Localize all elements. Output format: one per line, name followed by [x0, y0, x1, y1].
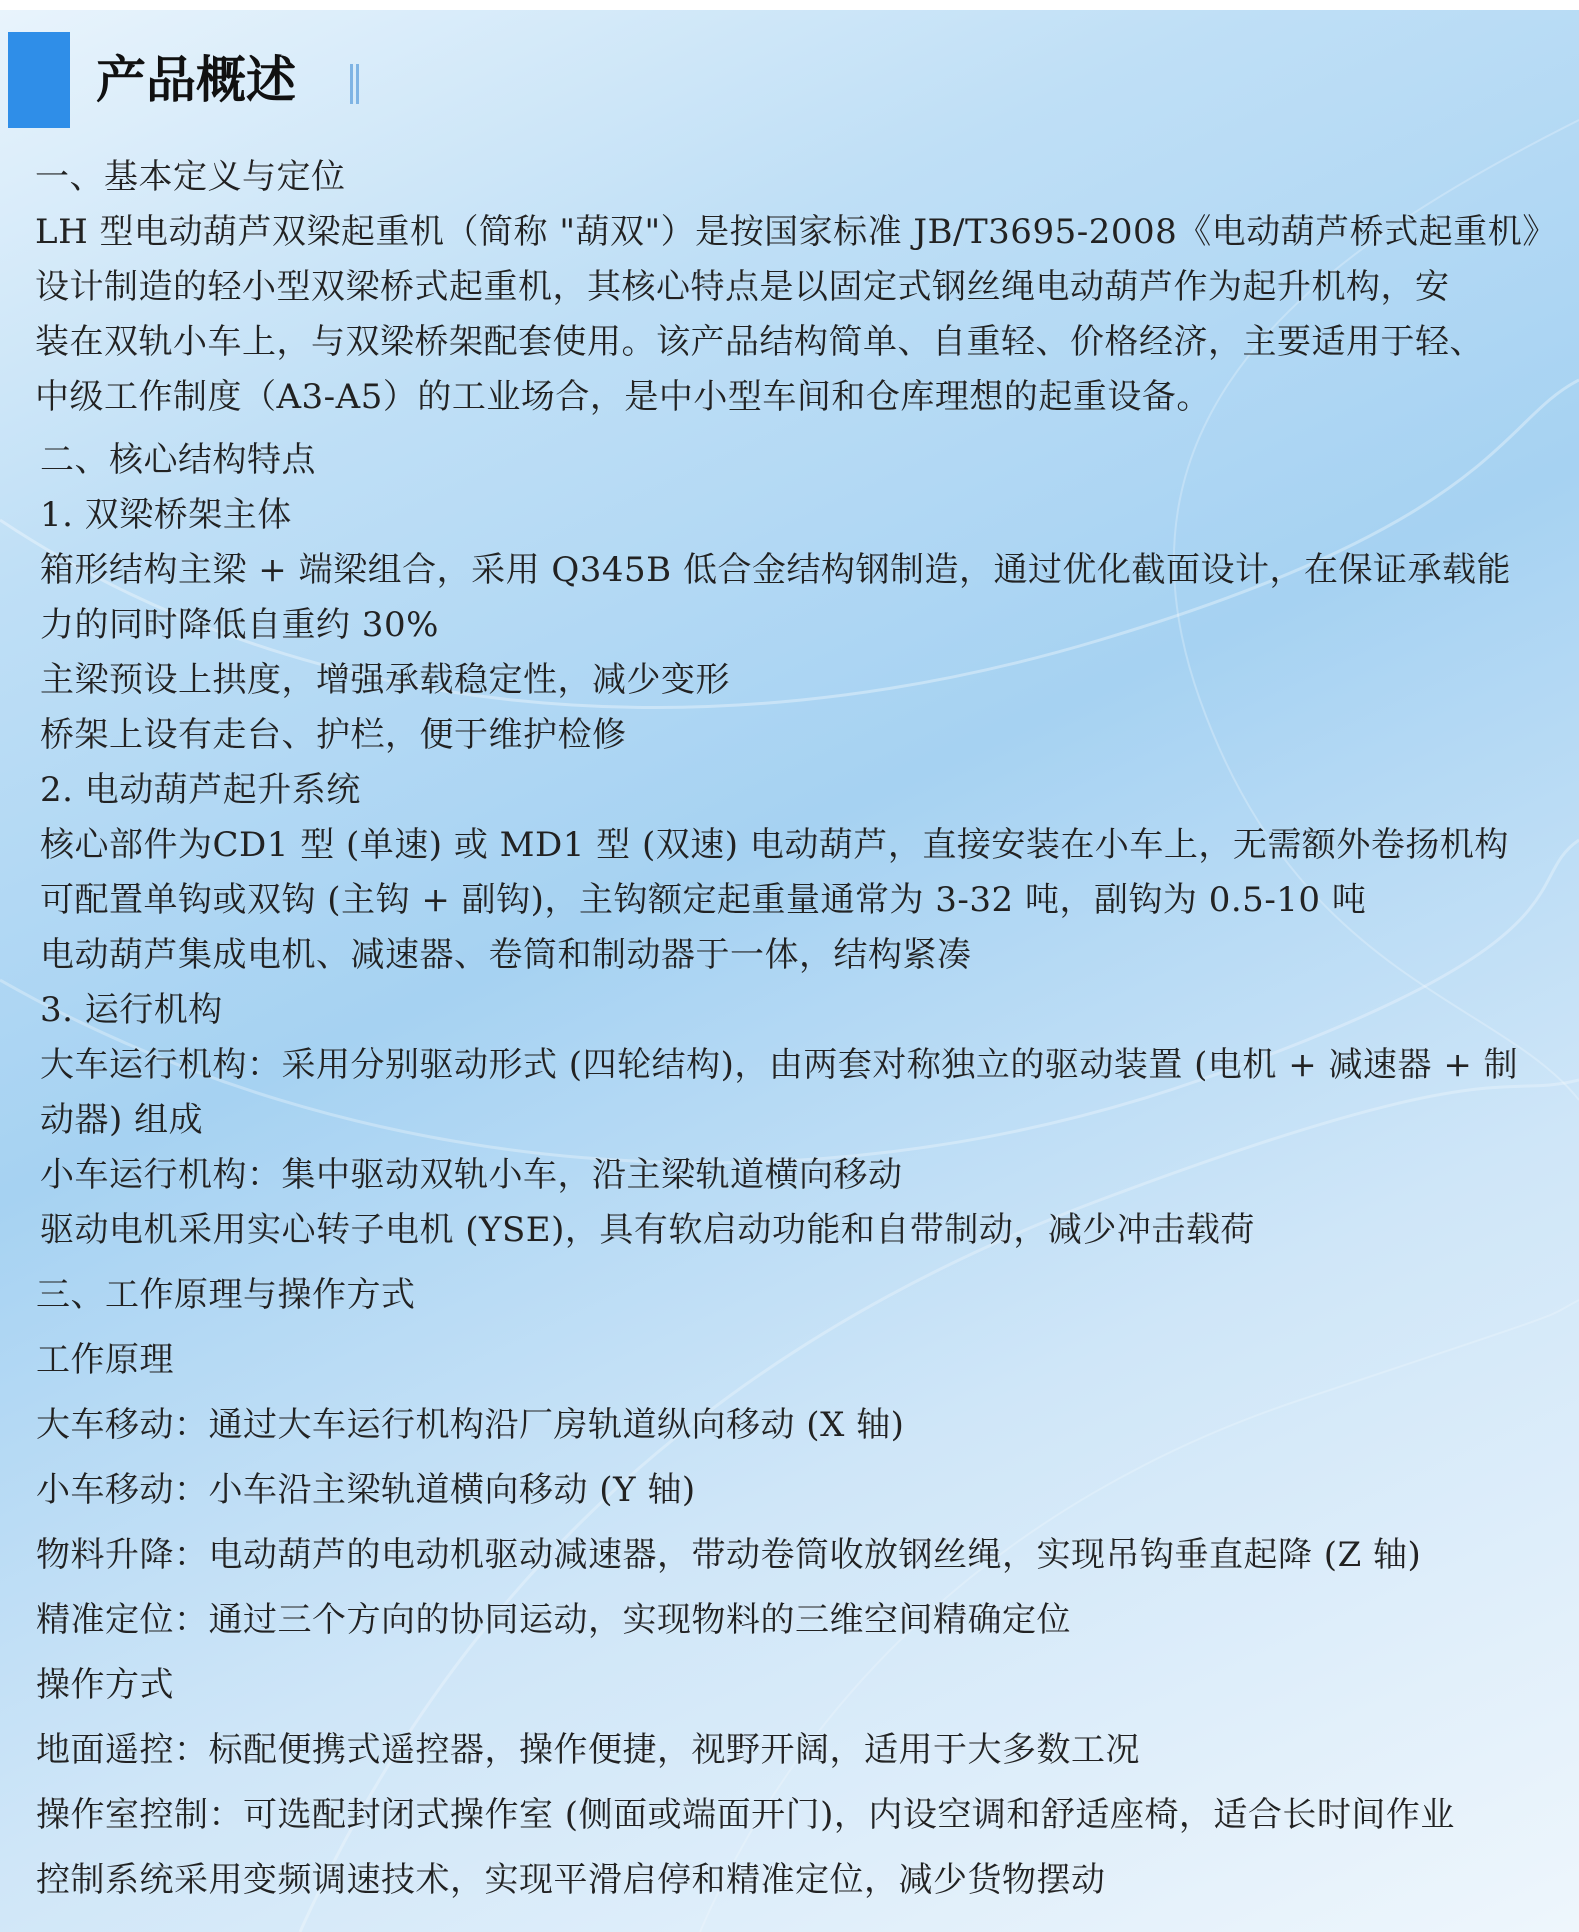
paragraph-line: 电动葫芦集成电机、减速器、卷筒和制动器于一体，结构紧凑	[40, 935, 972, 975]
paragraph-line: 可配置单钩或双钩 (主钩 + 副钩)，主钩额定起重量通常为 3-32 吨，副钩为 0.5-10 吨	[40, 880, 1367, 920]
title-double-bar-icon	[350, 64, 360, 104]
paragraph-line: 驱动电机采用实心转子电机 (YSE)，具有软启动功能和自带制动，减少冲击载荷	[40, 1210, 1255, 1250]
paragraph-line: 大车运行机构：采用分别驱动形式 (四轮结构)，由两套对称独立的驱动装置 (电机 + 减速器 + 制	[40, 1045, 1519, 1085]
paragraph-line: 力的同时降低自重约 30%	[40, 605, 439, 645]
paragraph-line: 物料升降：电动葫芦的电动机驱动减速器，带动卷筒收放钢丝绳，实现吊钩垂直起降 (Z 轴)	[36, 1535, 1422, 1575]
section-header	[0, 28, 1579, 128]
header-accent-bar	[8, 32, 70, 128]
section-heading: 一、基本定义与定位	[35, 157, 346, 197]
paragraph-line: 小车运行机构：集中驱动双轨小车，沿主梁轨道横向移动	[40, 1155, 903, 1195]
paragraph-line: 大车移动：通过大车运行机构沿厂房轨道纵向移动 (X 轴)	[36, 1405, 905, 1445]
paragraph-line: 桥架上设有走台、护栏，便于维护检修	[40, 715, 627, 755]
paragraph-line: 箱形结构主梁 + 端梁组合，采用 Q345B 低合金结构钢制造，通过优化截面设计，在保证承载能	[40, 550, 1511, 590]
paragraph-line: LH 型电动葫芦双梁起重机（简称 "葫双"）是按国家标准 JB/T3695-2008《电动葫芦桥式起重机》	[35, 212, 1557, 252]
subsection-heading: 2. 电动葫芦起升系统	[40, 770, 361, 810]
paragraph-line: 小车移动：小车沿主梁轨道横向移动 (Y 轴)	[36, 1470, 696, 1510]
subsection-heading: 操作方式	[36, 1665, 174, 1705]
paragraph-line: 控制系统采用变频调速技术，实现平滑启停和精准定位，减少货物摆动	[36, 1860, 1106, 1900]
paragraph-line: 核心部件为CD1 型 (单速) 或 MD1 型 (双速) 电动葫芦，直接安装在小车上，无需额外卷扬机构	[40, 825, 1509, 865]
paragraph-line: 地面遥控：标配便携式遥控器，操作便捷，视野开阔，适用于大多数工况	[36, 1730, 1140, 1770]
paragraph-line: 设计制造的轻小型双梁桥式起重机，其核心特点是以固定式钢丝绳电动葫芦作为起升机构，安	[35, 267, 1450, 307]
top-border	[0, 0, 1579, 10]
subsection-heading: 3. 运行机构	[40, 990, 223, 1030]
section-heading: 二、核心结构特点	[40, 440, 316, 480]
paragraph-line: 装在双轨小车上，与双梁桥架配套使用。该产品结构简单、自重轻、价格经济，主要适用于轻、	[35, 322, 1484, 362]
document-body	[35, 150, 1557, 1908]
paragraph-line: 精准定位：通过三个方向的协同运动，实现物料的三维空间精确定位	[36, 1600, 1071, 1640]
paragraph-line: 操作室控制：可选配封闭式操作室 (侧面或端面开门)，内设空调和舒适座椅，适合长时间作业	[36, 1795, 1455, 1835]
paragraph-line: 主梁预设上拱度，增强承载稳定性，减少变形	[40, 660, 730, 700]
page-title: 产品概述	[96, 51, 296, 109]
subsection-heading: 工作原理	[36, 1340, 174, 1380]
paragraph-line: 中级工作制度（A3-A5）的工业场合，是中小型车间和仓库理想的起重设备。	[35, 377, 1211, 417]
subsection-heading: 1. 双梁桥架主体	[40, 495, 292, 535]
paragraph-line: 动器) 组成	[40, 1100, 204, 1140]
section-heading: 三、工作原理与操作方式	[36, 1275, 416, 1315]
